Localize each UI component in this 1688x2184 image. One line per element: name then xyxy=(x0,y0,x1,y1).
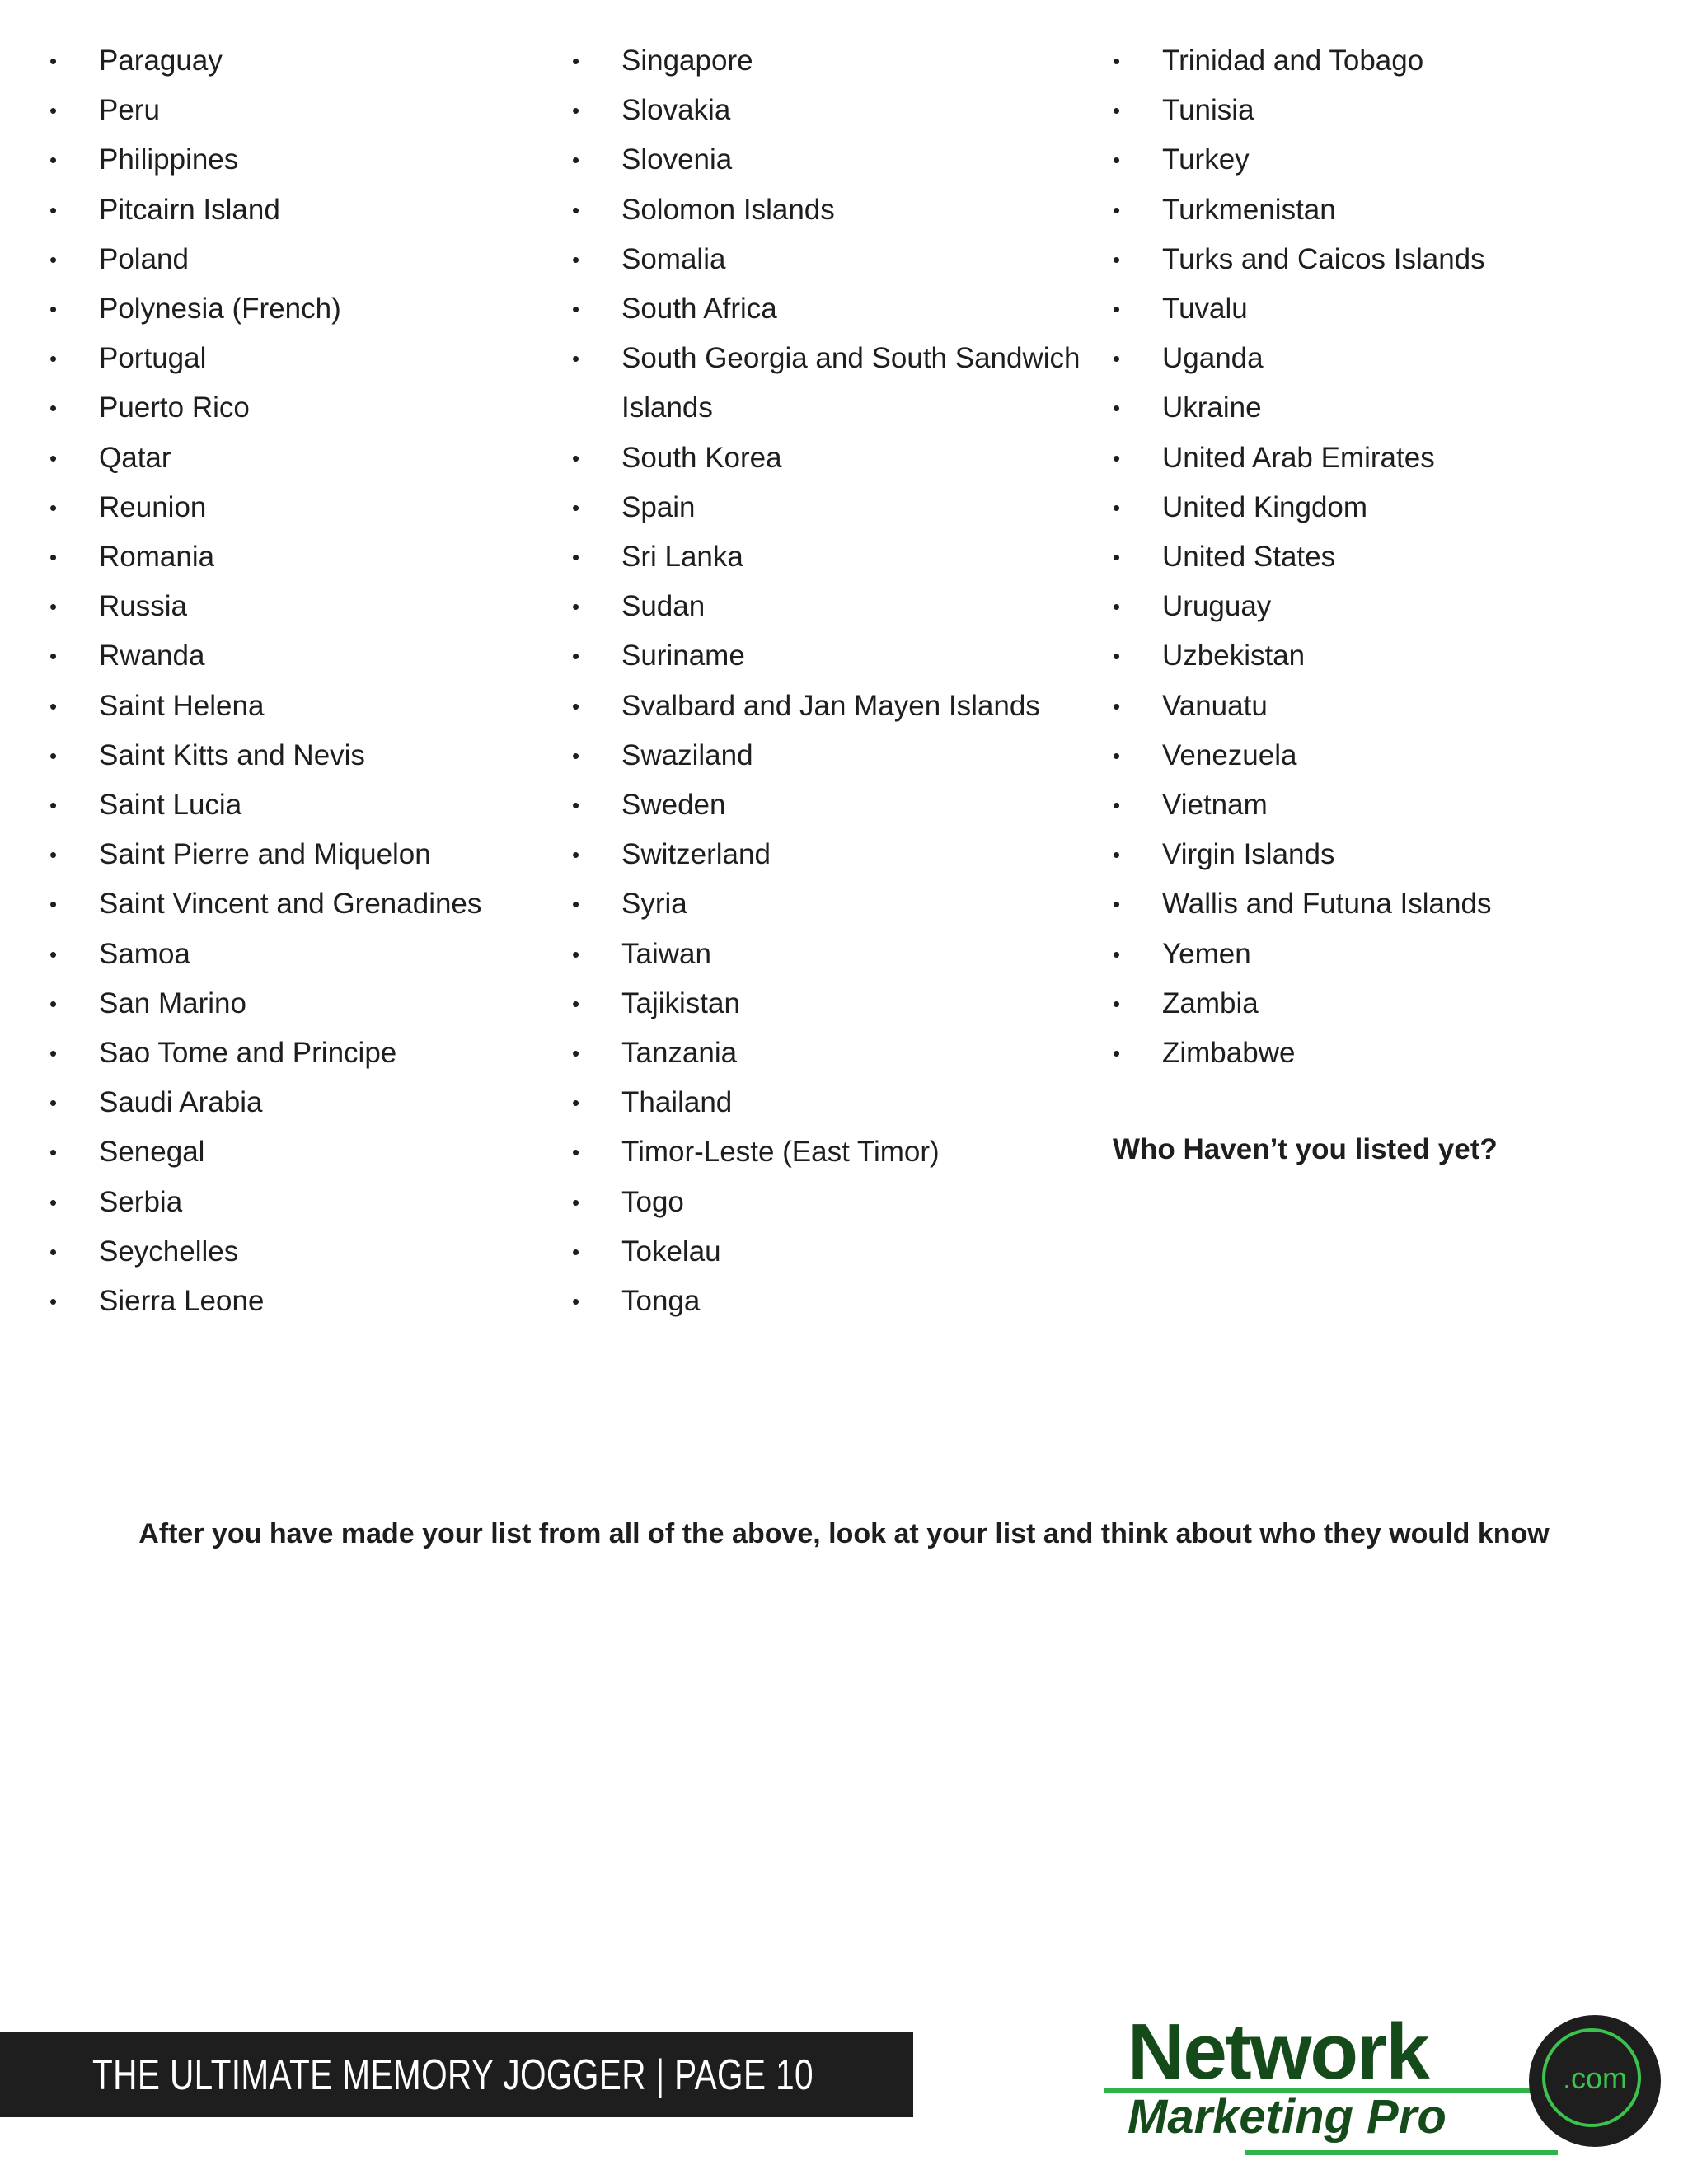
list-item: • Thailand xyxy=(572,1078,1091,1127)
list-item: • Slovakia xyxy=(572,86,1091,135)
list-item: • Timor-Leste (East Timor) xyxy=(572,1127,1091,1177)
list-item: • Suriname xyxy=(572,631,1091,681)
logo-dotcom: .com xyxy=(1562,2061,1627,2095)
list-item: • Sierra Leone xyxy=(49,1277,481,1326)
footer-label: THE ULTIMATE MEMORY JOGGER | PAGE 10 xyxy=(92,2051,814,2099)
list-item: • Tokelau xyxy=(572,1227,1091,1277)
list-item: • Seychelles xyxy=(49,1227,481,1277)
country-list-column-1 xyxy=(49,36,481,1326)
instruction-text: After you have made your list from all of the above, look at your list and think about who they would know xyxy=(138,1518,1550,1549)
list-item: • Sudan xyxy=(572,582,1091,631)
list-item: • United Arab Emirates xyxy=(1113,434,1491,483)
list-item: • Vanuatu xyxy=(1113,682,1491,731)
list-item: • Serbia xyxy=(49,1178,481,1227)
list-item: • United Kingdom xyxy=(1113,483,1491,532)
prompt-question: Who Haven’t you listed yet? xyxy=(1113,1133,1498,1165)
list-item: • Uzbekistan xyxy=(1113,631,1491,681)
list-item: • Somalia xyxy=(572,235,1091,284)
list-item: • Saint Vincent and Grenadines xyxy=(49,879,481,929)
list-item: • Saudi Arabia xyxy=(49,1078,481,1127)
list-item: • Sao Tome and Principe xyxy=(49,1029,481,1078)
list-item: • Yemen xyxy=(1113,930,1491,979)
list-item: • Spain xyxy=(572,483,1091,532)
list-item: • Saint Kitts and Nevis xyxy=(49,731,481,780)
list-item: • Sweden xyxy=(572,780,1091,830)
logo-underline-2 xyxy=(1245,2150,1558,2155)
list-item: • Tajikistan xyxy=(572,979,1091,1029)
list-item: • Pitcairn Island xyxy=(49,185,481,235)
list-item: • Vietnam xyxy=(1113,780,1491,830)
list-item: • Russia xyxy=(49,582,481,631)
list-item: • Romania xyxy=(49,532,481,582)
list-item: • San Marino xyxy=(49,979,481,1029)
list-item: • Sri Lanka xyxy=(572,532,1091,582)
brand-logo xyxy=(1104,1999,1665,2176)
country-list-column-2 xyxy=(572,36,1091,1326)
list-item: • Svalbard and Jan Mayen Islands xyxy=(572,682,1091,731)
list-item: • Togo xyxy=(572,1178,1091,1227)
list-item: • Uruguay xyxy=(1113,582,1491,631)
list-item: • Solomon Islands xyxy=(572,185,1091,235)
list-item: • Taiwan xyxy=(572,930,1091,979)
list-item: • South Georgia and South Sandwich Islands xyxy=(572,334,1091,433)
footer-bar xyxy=(0,2032,913,2117)
list-item: • Reunion xyxy=(49,483,481,532)
list-item: • Poland xyxy=(49,235,481,284)
list-item: • Paraguay xyxy=(49,36,481,86)
list-item: • Uganda xyxy=(1113,334,1491,383)
list-item: • Peru xyxy=(49,86,481,135)
list-item: • Venezuela xyxy=(1113,731,1491,780)
list-item: • Qatar xyxy=(49,434,481,483)
list-item: • Senegal xyxy=(49,1127,481,1177)
logo-ring xyxy=(1529,2015,1661,2147)
list-item: • Rwanda xyxy=(49,631,481,681)
list-item: • Syria xyxy=(572,879,1091,929)
list-item: • Saint Pierre and Miquelon xyxy=(49,830,481,879)
list-item: • Turks and Caicos Islands xyxy=(1113,235,1491,284)
country-list-column-3 xyxy=(1113,36,1491,1078)
list-item: • Tuvalu xyxy=(1113,284,1491,334)
list-item: • South Korea xyxy=(572,434,1091,483)
list-item: • Wallis and Futuna Islands xyxy=(1113,879,1491,929)
list-item: • Tunisia xyxy=(1113,86,1491,135)
list-item: • Swaziland xyxy=(572,731,1091,780)
list-item: • Slovenia xyxy=(572,135,1091,185)
list-item: • Singapore xyxy=(572,36,1091,86)
list-item: • Tonga xyxy=(572,1277,1091,1326)
list-item: • Trinidad and Tobago xyxy=(1113,36,1491,86)
list-item: • Virgin Islands xyxy=(1113,830,1491,879)
list-item: • Ukraine xyxy=(1113,383,1491,433)
list-item: • United States xyxy=(1113,532,1491,582)
list-item: • Zambia xyxy=(1113,979,1491,1029)
logo-text-marketing-pro: Marketing Pro xyxy=(1128,2090,1447,2144)
logo-text-network: Network xyxy=(1128,2008,1428,2096)
list-item: • Turkmenistan xyxy=(1113,185,1491,235)
list-item: • Philippines xyxy=(49,135,481,185)
list-item: • Turkey xyxy=(1113,135,1491,185)
list-item: • Zimbabwe xyxy=(1113,1029,1491,1078)
list-item: • Saint Lucia xyxy=(49,780,481,830)
list-item: • Polynesia (French) xyxy=(49,284,481,334)
list-item: • Switzerland xyxy=(572,830,1091,879)
list-item: • Samoa xyxy=(49,930,481,979)
list-item: • Portugal xyxy=(49,334,481,383)
list-item: • Puerto Rico xyxy=(49,383,481,433)
list-item: • South Africa xyxy=(572,284,1091,334)
list-item: • Tanzania xyxy=(572,1029,1091,1078)
list-item: • Saint Helena xyxy=(49,682,481,731)
